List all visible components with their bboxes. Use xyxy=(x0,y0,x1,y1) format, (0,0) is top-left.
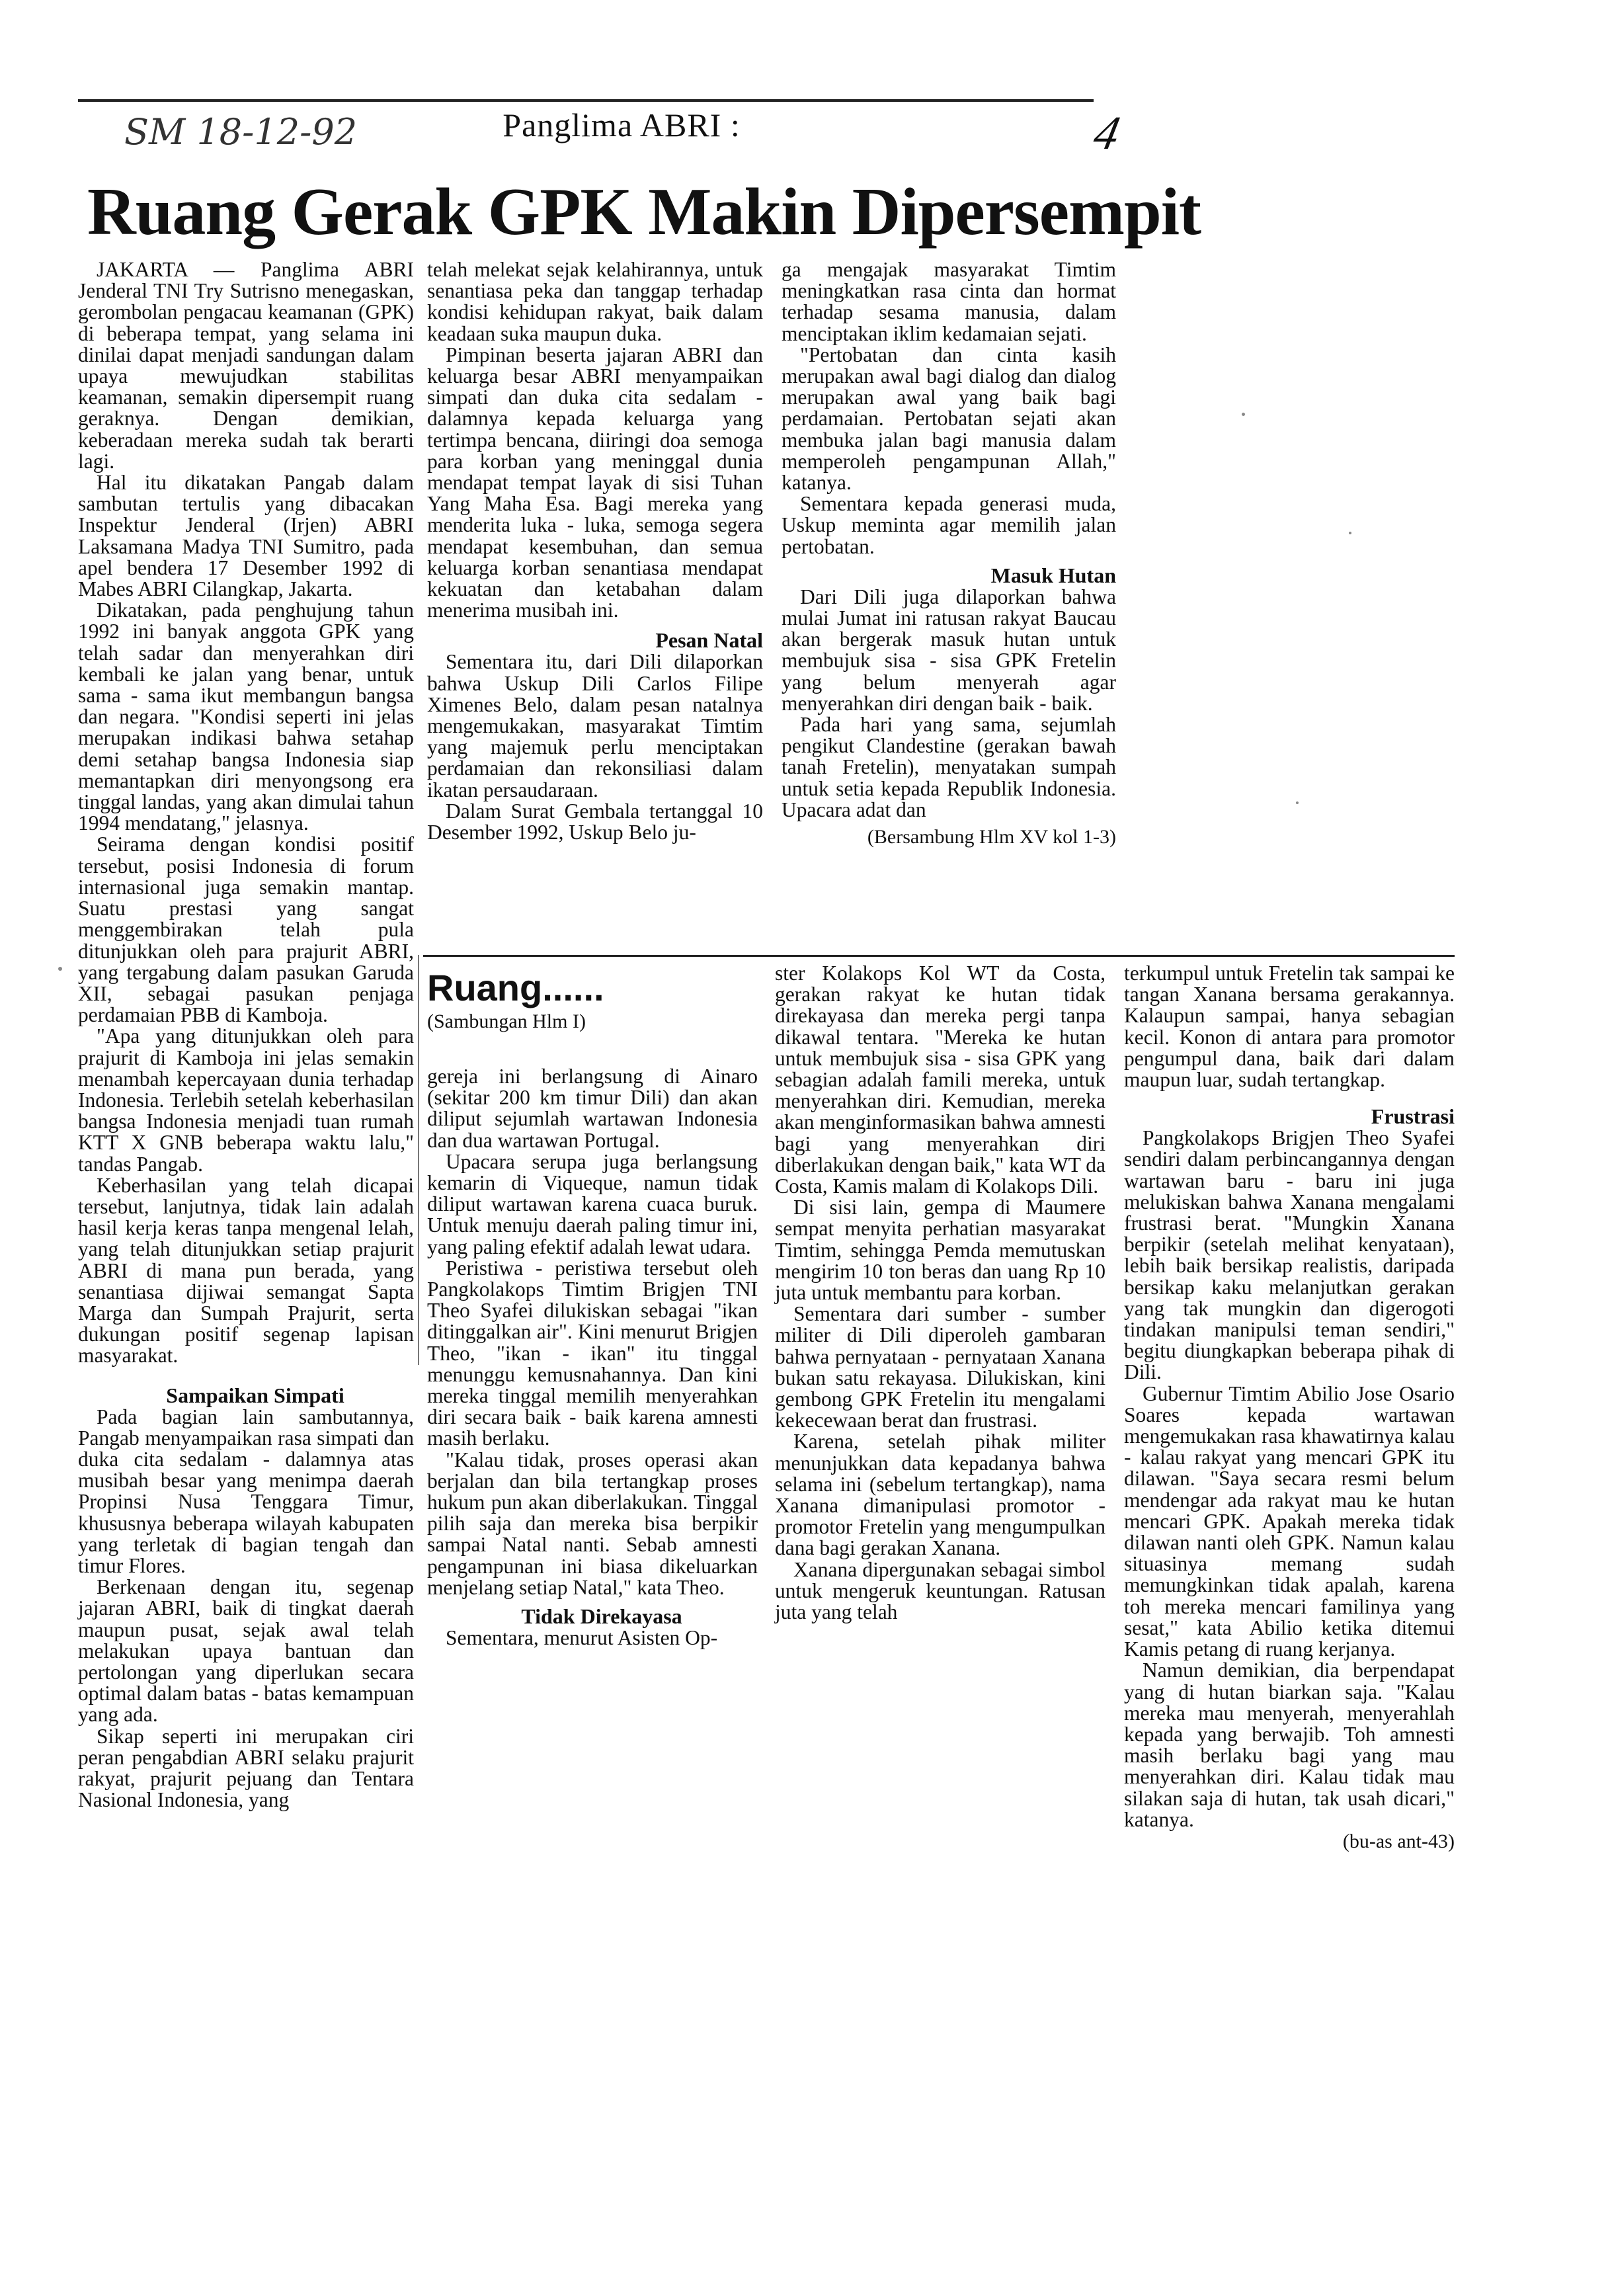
continuation-source: (Sambungan Hlm I) xyxy=(427,1010,586,1032)
paragraph: Hal itu dikatakan Pangab dalam sambutan tertulis yang dibacakan Inspektur Jenderal (Irjen) ABRI Laksamana Madya TNI Sumitro, pada apel bendera 17 Desember 1992 di Mabes ABRI Cilangkap, Jakarta. xyxy=(78,471,414,601)
paragraph: Sementara dari sumber - sumber militer di Dili diperoleh gambaran bahwa pernyataan - pernyataan Xanana bukan satu rekayasa. Dilukiskan, kini gembong GPK Fretelin itu mengalami kekecewaan berat dan frustrasi. xyxy=(775,1302,1106,1432)
paragraph: "Apa yang ditunjukkan oleh para prajurit di Kamboja ini jelas semakin menambah kepercayaan dunia terhadap Indonesia. Terlebih setelah keberhasilan bangsa Indonesia menjadi tuan rumah KTT X GNB beberapa waktu lalu," tandas Pangab. xyxy=(78,1024,414,1176)
paragraph: ga mengajak masyarakat Timtim meningkatkan rasa cinta dan hormat terhadap sesama manusia, dalam menciptakan iklim kedamaian sejati. xyxy=(782,258,1116,345)
paragraph: Pada hari yang sama, sejumlah pengikut Clandestine (gerakan bawah tanah Fretelin), menyatakan sumpah untuk setia kepada Republik Indonesia. Upacara adat dan xyxy=(782,713,1116,821)
continuation-column-b xyxy=(775,963,1106,1623)
paragraph: Sementara itu, dari Dili dilaporkan bahwa Uskup Dili Carlos Filipe Ximenes Belo, dalam pesan natalnya mengemukakan, masyarakat Timtim yang majemuk perlu menciptakan perdamaian dan rekonsiliasi dalam ikatan persaudaraan. xyxy=(427,650,763,801)
paragraph: Dikatakan, pada penghujung tahun 1992 ini banyak anggota GPK yang telah sadar dan menyerahkan diri kembali ke jalan yang benar, untuk sama - sama ikut membangun bangsa dan negara. "Kondisi seperti ini jelas merupakan indikasi bahwa setahap demi setahap bangsa Indonesia siap memantapkan diri menyongsong era tinggal landas, yang akan dimulai tahun 1994 mendatang," jelasnya. xyxy=(78,598,414,835)
scan-speck xyxy=(1296,801,1299,804)
article-column-3 xyxy=(782,259,1116,848)
paragraph: Seirama dengan kondisi positif tersebut, posisi Indonesia di forum internasional juga semakin mantap. Suatu prestasi yang sangat menggembirakan telah pula ditunjukkan oleh para prajurit ABRI, yang tergabung dalam pasukan Garuda XII, sebagai pasukan penjaga perdamaian PBB di Kamboja. xyxy=(78,833,414,1027)
paragraph: gereja ini berlangsung di Ainaro (sekitar 200 km timur Dili) dan akan diliput sejumlah wartawan Indonesia dan dua wartawan Portugal. xyxy=(427,1065,758,1152)
continuation-column-a xyxy=(427,1066,758,1649)
paragraph: Keberhasilan yang telah dicapai tersebut, lanjutnya, tidak lain adalah hasil kerja keras tanpa mengenal lelah, yang telah ditunjukkan setiap prajurit ABRI di mana pun berada, yang senantiasa dijiwai semangat Sapta Marga dan Sumpah Prajurit, serta dukungan positif segenap lapisan masyarakat. xyxy=(78,1173,414,1368)
top-rule xyxy=(78,99,1094,102)
paragraph: Xanana dipergunakan sebagai simbol untuk mengeruk keuntungan. Ratusan juta yang telah xyxy=(775,1557,1106,1624)
subheading-sampaikan-simpati: Sampaikan Simpati xyxy=(166,1383,344,1407)
paragraph: Peristiwa - peristiwa tersebut oleh Pangkolakops Timtim Brigjen TNI Theo Syafei dilukiskan sebagai "ikan ditinggalkan air". Kini menurut Brigjen Theo, "ikan - ikan" itu tinggal menunggu kemusnahannya. Dan kini mereka tinggal memilih menyerahkan diri secara baik - baik karena amnesti masih berlaku. xyxy=(427,1256,758,1450)
paragraph: Namun demikian, dia berpendapat yang di hutan biarkan saja. "Kalau mereka mau menyerah, menyerahlah kepada yang berwajib. Toh amnesti masih berlaku bagi yang mau menyerahkan diri. Kalau tidak mau silakan saja di hutan, tak usah dicari," katanya. xyxy=(1124,1659,1455,1831)
continuation-top-rule xyxy=(423,955,1455,957)
paragraph: Dalam Surat Gembala tertanggal 10 Desember 1992, Uskup Belo ju- xyxy=(427,799,763,844)
handwritten-date-note: SM 18-12-92 xyxy=(124,111,358,153)
paragraph: Karena, setelah pihak militer menunjukkan data kepadanya bahwa selama ini (sebelum tertangkap), nama Xanana dimanipulasi promotor - promotor Fretelin yang mengumpulkan dana bagi gerakan Xanana. xyxy=(775,1430,1106,1560)
column-divider xyxy=(418,955,419,1365)
continuation-title: Ruang...... xyxy=(427,967,604,1008)
paragraph: Sikap seperti ini merupakan ciri peran pengabdian ABRI selaku prajurit rakyat, prajurit pejuang dan Tentara Nasional Indonesia, yang xyxy=(78,1724,414,1812)
subheading-masuk-hutan: Masuk Hutan xyxy=(990,563,1116,587)
paragraph: Sementara, menurut Asisten Op- xyxy=(446,1626,718,1650)
paragraph: Pada bagian lain sambutannya, Pangab menyampaikan rasa simpati dan duka cita sedalam - dalamnya atas musibah besar yang menimpa daerah Propinsi Nusa Tenggara Timur, khususnya beberapa wilayah kabupaten yang terletak di bagian tengah dan timur Flores. xyxy=(78,1405,414,1577)
continuation-column-c xyxy=(1124,963,1455,1853)
scan-speck xyxy=(1242,413,1245,416)
subheading-pesan-natal: Pesan Natal xyxy=(655,628,763,653)
scan-speck xyxy=(58,967,62,971)
paragraph: Dari Dili juga dilaporkan bahwa mulai Jumat ini ratusan rakyat Baucau akan bergerak masuk hutan untuk membujuk sisa - sisa GPK Fretelin yang belum menyerah agar menyerahkan diri dengan baik - baik. xyxy=(782,585,1116,715)
paragraph: Pangkolakops Brigjen Theo Syafei sendiri dalam perbincangannya dengan wartawan baru - baru ini juga melukiskan bahwa Xanana mengalami frustrasi berat. "Mungkin Xanana berpikir (setelah melihat kenyataan), lebih baik bersikap realistis, daripada bersikap kaku melanjutkan gerakan yang tak mungkin dan digerogoti tindakan manipulsi teman sendiri," begitu diungkapkan beberapa pihak di Dili. xyxy=(1124,1126,1455,1384)
paragraph: Gubernur Timtim Abilio Jose Osario Soares kepada wartawan mengemukakan rasa khawatirnya kalau - kalau rakyat yang mencari GPK itu dilawan. "Saya secara resmi belum mendengar ada rakyat mau ke hutan mencari GPK. Apakah mereka tidak dilawan nanti oleh GPK. Namun kalau situasinya memang sudah memungkinkan tidak apalah, karena toh mereka mencari familinya yang sesat," kata Abilio ketika ditemui Kamis petang di ruang kerjanya. xyxy=(1124,1381,1455,1661)
paragraph: "Kalau tidak, proses operasi akan berjalan dan bila tertangkap proses hukum pun akan diberlakukan. Tinggal pilih saja dan mereka bisa berpikir sampai Natal nanti. Sebab amnesti pengampunan ini biasa dikeluarkan menjelang setiap Natal," kata Theo. xyxy=(427,1448,758,1599)
source-code-note: (bu-as ant-43) xyxy=(1342,1830,1455,1852)
paragraph: Di sisi lain, gempa di Maumere sempat menyita perhatian masyarakat Timtim, sehingga Pemda memutuskan mengirim 10 ton beras dan uang Rp 10 juta untuk membantu para korban. xyxy=(775,1196,1106,1305)
article-headline: Ruang Gerak GPK Makin Dipersempit xyxy=(87,175,1201,249)
article-column-1 xyxy=(78,259,414,1811)
subheading-frustrasi: Frustrasi xyxy=(1371,1104,1455,1129)
scan-speck xyxy=(1349,532,1351,534)
paragraph: Pimpinan beserta jajaran ABRI dan keluarga besar ABRI menyampaikan simpati dan duka cita sedalam - dalamnya kepada keluarga yang tertimpa bencana, diiringi doa semoga para korban yang meninggal dunia mendapat tempat layak di sisi Tuhan Yang Maha Esa. Bagi mereka yang menderita luka - luka, semoga segera mendapat kesembuhan, dan semua keluarga korban senantiasa mendapat kekuatan dan ketabahan dalam menerima musibah ini. xyxy=(427,343,763,622)
paragraph: "Pertobatan dan cinta kasih merupakan awal bagi dialog dan dialog merupakan awal yang baik bagi perdamaian. Pertobatan sejati akan membuka jalan bagi manusia dalam memperoleh pengampunan Allah," katanya. xyxy=(782,343,1116,495)
continued-note: (Bersambung Hlm XV kol 1-3) xyxy=(867,826,1116,848)
paragraph: Sementara kepada generasi muda, Uskup meminta agar memilih jalan pertobatan. xyxy=(782,492,1116,558)
article-column-2 xyxy=(427,259,763,843)
paragraph: telah melekat sejak kelahirannya, untuk senantiasa peka dan tanggap terhadap kondisi kehidupan rakyat, baik dalam keadaan suka maupun duka. xyxy=(427,258,763,345)
paragraph: Upacara serupa juga berlangsung kemarin di Viqueque, namun tidak diliput wartawan karena cuaca buruk. Untuk menuju daerah paling timur ini, yang paling efektif adalah lewat udara. xyxy=(427,1149,758,1258)
article-kicker: Panglima ABRI : xyxy=(502,106,741,144)
paragraph: terkumpul untuk Fretelin tak sampai ke tangan Xanana bersama gerakannya. Kalaupun sampai, hanya sebagian kecil. Konon di antara para promotor pengumpul dana, baik dari dalam maupun luar, sudah tertangkap. xyxy=(1124,962,1455,1092)
paragraph: JAKARTA — Panglima ABRI Jenderal TNI Try Sutrisno menegaskan, gerombolan pengacau keamanan (GPK) di beberapa tempat, yang selama ini dinilai dapat menjadi sandungan dalam upaya mewujudkan stabilitas keamanan, semakin dipersempit ruang geraknya. Dengan demikian, keberadaan mereka sudah tak berarti lagi. xyxy=(78,258,414,473)
page-number-mark: 4 xyxy=(1089,106,1125,159)
subheading-tidak-direkayasa: Tidak Direkayasa xyxy=(521,1604,682,1629)
paragraph: ster Kolakops Kol WT da Costa, gerakan rakyat ke hutan tidak direkayasa dan mereka pergi tanpa dikawal tentara. "Mereka ke hutan untuk membujuk sisa - sisa GPK yang sebagian adalah famili mereka, untuk menyerahkan diri. Kemudian, mereka akan menginformasikan bahwa amnesti bagi yang menyerahkan diri diberlakukan dengan baik," kata WT da Costa, Kamis malam di Kolakops Dili. xyxy=(775,962,1106,1198)
paragraph: Berkenaan dengan itu, segenap jajaran ABRI, baik di tingkat daerah maupun pusat, sejak awal telah melakukan upaya bantuan dan pertolongan yang diperlukan secara optimal dalam batas - batas kemampuan yang ada. xyxy=(78,1575,414,1727)
continuation-header xyxy=(427,967,758,1054)
